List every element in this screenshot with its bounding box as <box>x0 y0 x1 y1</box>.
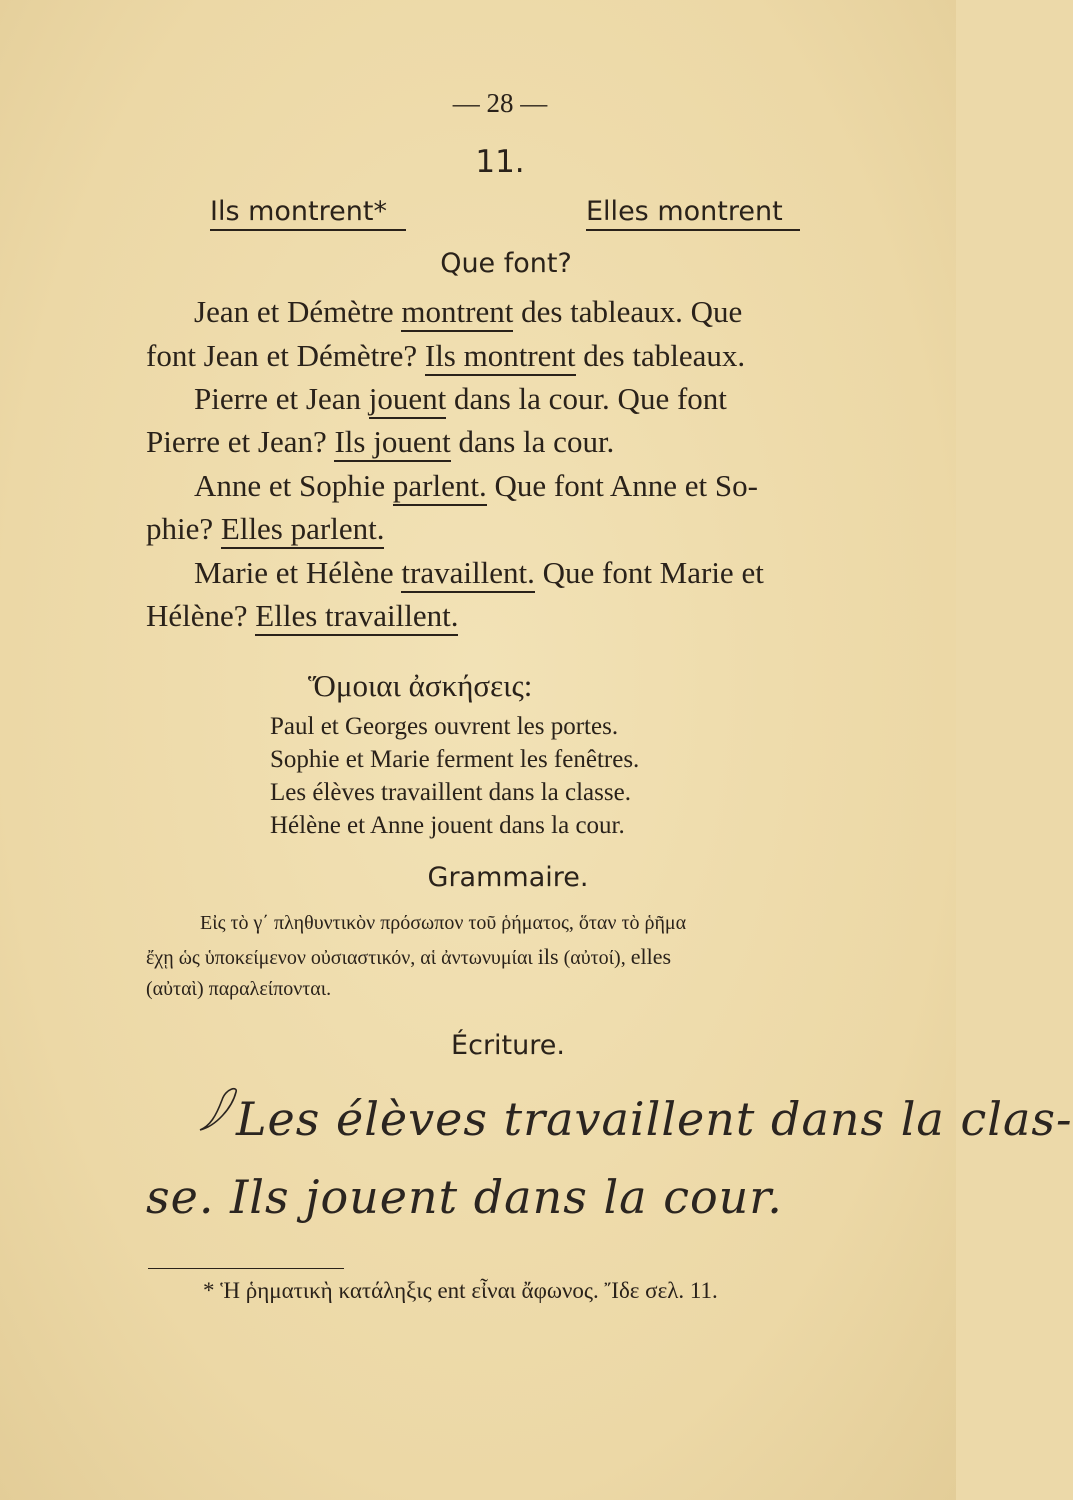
handwriting-line: Les élèves travaillent dans la clas- <box>236 1092 1073 1146</box>
line-text: Jean et Démètre <box>194 294 402 329</box>
exercise-line: Hélène et Anne jouent dans la cour. <box>270 812 625 839</box>
pronoun-ils-heading: Ils montrent* <box>210 196 406 231</box>
underlined-verb: travaillent. <box>401 555 534 593</box>
reading-line <box>146 511 384 547</box>
grammar-text: (αὐτοί), <box>558 947 631 969</box>
line-text: Que font Marie et <box>534 555 764 590</box>
line-text: Anne et Sophie <box>194 468 393 503</box>
underlined-verb: Elles parlent. <box>221 511 385 549</box>
underlined-verb: parlent. <box>393 468 487 506</box>
grammar-example-elles: elles <box>630 944 672 969</box>
reading-line <box>146 338 745 374</box>
grammar-example-ils: ils <box>537 944 559 969</box>
handwriting-line: se. Ils jouent dans la cour. <box>146 1170 783 1224</box>
reading-line <box>146 424 614 460</box>
line-text: font Jean et Démètre? <box>146 338 425 373</box>
footnote-suffix: ent <box>437 1278 466 1303</box>
line-text: Marie et Hélène <box>194 555 402 590</box>
grammar-text-line <box>146 944 671 970</box>
reading-line <box>194 381 727 417</box>
exercise-line: Les élèves travaillent dans la classe. <box>270 779 631 806</box>
line-text: des tableaux. <box>575 338 746 373</box>
underlined-verb: jouent <box>369 381 447 419</box>
footnote-text: * Ἡ ῥηματικὴ κατάληξις <box>203 1278 438 1303</box>
line-text: Pierre et Jean? <box>146 424 335 459</box>
underlined-verb: Elles travaillent. <box>255 598 458 636</box>
underlined-verb: Ils jouent <box>334 424 450 462</box>
line-text: Hélène? <box>146 598 256 633</box>
footnote-divider <box>148 1268 344 1269</box>
exercise-line: Sophie et Marie ferment les fenêtres. <box>270 746 640 773</box>
grammar-text-line: (αὐταὶ) παραλείπονται. <box>146 978 332 1000</box>
line-text: des tableaux. Que <box>513 294 743 329</box>
reading-line <box>194 294 742 330</box>
line-text: Que font Anne et So- <box>486 468 758 503</box>
line-text: Pierre et Jean <box>194 381 369 416</box>
question-heading: Que font? <box>440 248 572 279</box>
line-text: dans la cour. Que font <box>446 381 727 416</box>
underlined-verb: montrent <box>401 294 513 332</box>
pronoun-elles-heading: Elles montrent <box>586 196 800 231</box>
lesson-number: 11. <box>475 144 525 180</box>
reading-line <box>146 598 458 634</box>
reading-line <box>194 468 758 504</box>
line-text: dans la cour. <box>450 424 615 459</box>
footnote-text: εἶναι ἄφωνος. Ἴδε σελ. 11. <box>465 1278 718 1303</box>
footnote <box>203 1278 718 1304</box>
underlined-verb: Ils montrent <box>425 338 576 376</box>
exercise-line: Paul et Georges ouvrent les portes. <box>270 713 619 740</box>
similar-exercises-title: Ὅμοιαι ἀσκήσεις: <box>308 668 533 703</box>
reading-line <box>194 555 764 591</box>
grammar-text-line: Εἰς τὸ γ΄ πληθυντικὸν πρόσωπον τοῦ ῥήματος, ὅταν τὸ ῥῆμα <box>200 912 687 934</box>
grammar-title: Grammaire. <box>427 862 589 893</box>
page-number: — 28 — <box>452 88 548 118</box>
grammar-text: ἔχῃ ὡς ὑποκείμενον οὐσιαστικόν, αἱ ἀντωνυμίαι <box>146 947 538 969</box>
ecriture-title: Écriture. <box>451 1030 565 1061</box>
line-text: phie? <box>146 511 221 546</box>
